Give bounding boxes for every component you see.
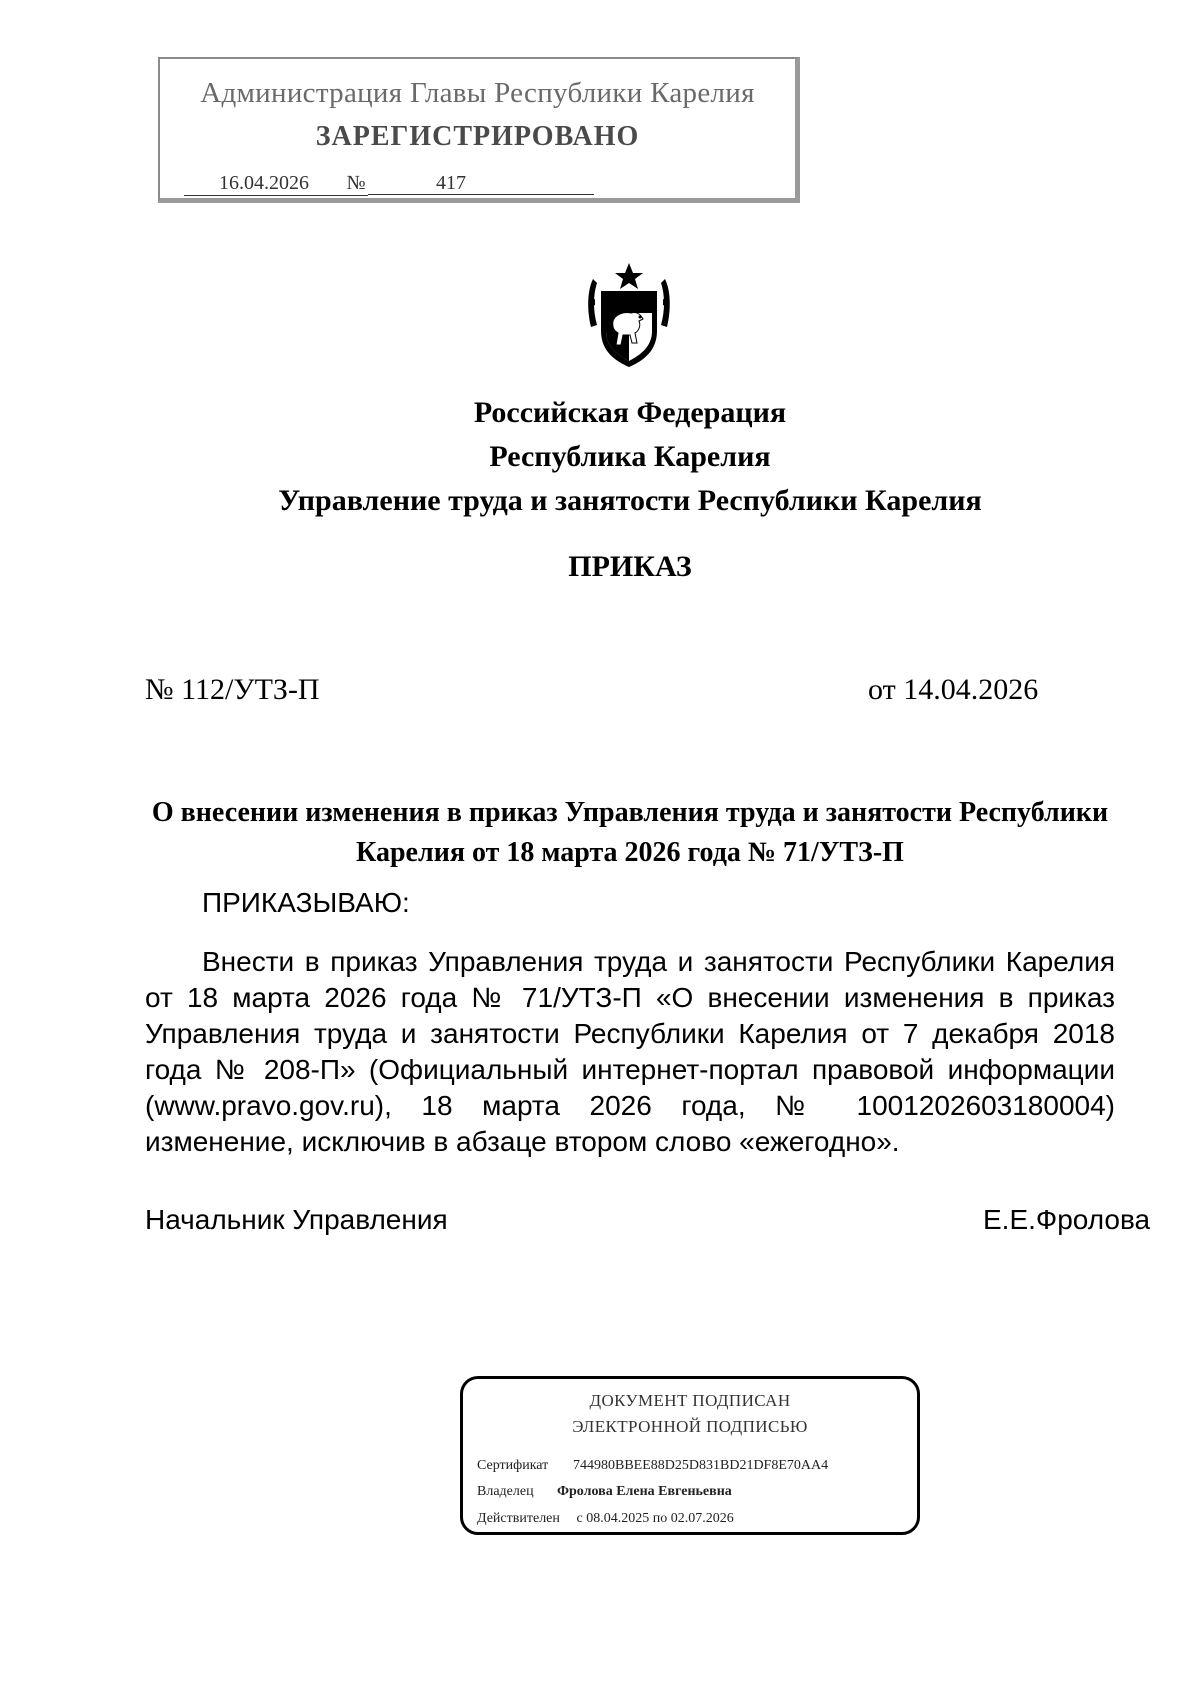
- certificate-label: Сертификат: [477, 1458, 549, 1473]
- registration-status: ЗАРЕГИСТРИРОВАНО: [315, 121, 640, 152]
- validity-label: Действителен: [477, 1511, 560, 1526]
- signatory-position: Начальник Управления: [145, 1204, 448, 1235]
- registration-number: 417: [368, 171, 594, 195]
- document-type: ПРИКАЗ: [568, 550, 692, 583]
- owner-value: Фролова Елена Евгеньевна: [557, 1484, 732, 1499]
- e-signature-certificate-row: [477, 1458, 828, 1474]
- valid-from-value: 08.04.2025: [586, 1511, 650, 1526]
- valid-to-label: по: [652, 1511, 668, 1526]
- ordering-word: ПРИКАЗЫВАЮ:: [202, 887, 410, 918]
- order-body: Внести в приказ Управления труда и занятости Республики Карелия от 18 марта 2026 года № 71/УТЗ-П «О внесении изменения в приказ Управления труда и занятости Республики Карелия от 7 декабря 2018 года № 208-П» (Официальный интернет-портал правовой информации (www.pravo.gov.ru), 18 марта 2026 года, № 1001202603180004) изменение, исключив в абзаце втором слово «ежегодно».: [145, 946, 1115, 1157]
- order-subject: О внесении изменения в приказ Управления труда и занятости Республики Карелия от 18 марта 2026 года № 71/УТЗ-П: [151, 797, 1109, 868]
- registration-organization: Администрация Главы Республики Карелия: [200, 77, 755, 109]
- karelia-coat-of-arms-icon: [583, 261, 675, 371]
- certificate-value: 744980BBEE88D25D831BD21DF8E70AA4: [573, 1458, 829, 1473]
- header-republic: Республика Карелия: [489, 440, 771, 473]
- signatory-name: Е.Е.Фролова: [983, 1204, 1151, 1235]
- order-number: № 112/УТЗ-П: [145, 673, 320, 706]
- e-signature-stamp: [460, 1376, 920, 1535]
- registration-number-label: №: [344, 171, 368, 196]
- header-organization: Управление труда и занятости Республики Карелия: [278, 484, 982, 517]
- valid-from-label: с: [576, 1511, 583, 1526]
- e-signature-validity-row: [477, 1511, 734, 1527]
- header-country: Российская Федерация: [473, 396, 787, 429]
- e-signature-title-line1: ДОКУМЕНТ ПОДПИСАН: [589, 1391, 791, 1410]
- e-signature-title-line2: ЭЛЕКТРОННОЙ ПОДПИСЬЮ: [572, 1417, 808, 1436]
- e-signature-owner-row: [477, 1484, 732, 1500]
- valid-to-value: 02.07.2026: [670, 1511, 734, 1526]
- registration-date: 16.04.2026: [184, 171, 344, 196]
- order-date: от 14.04.2026: [868, 673, 1039, 706]
- owner-label: Владелец: [477, 1484, 534, 1499]
- registration-stamp: [158, 57, 800, 203]
